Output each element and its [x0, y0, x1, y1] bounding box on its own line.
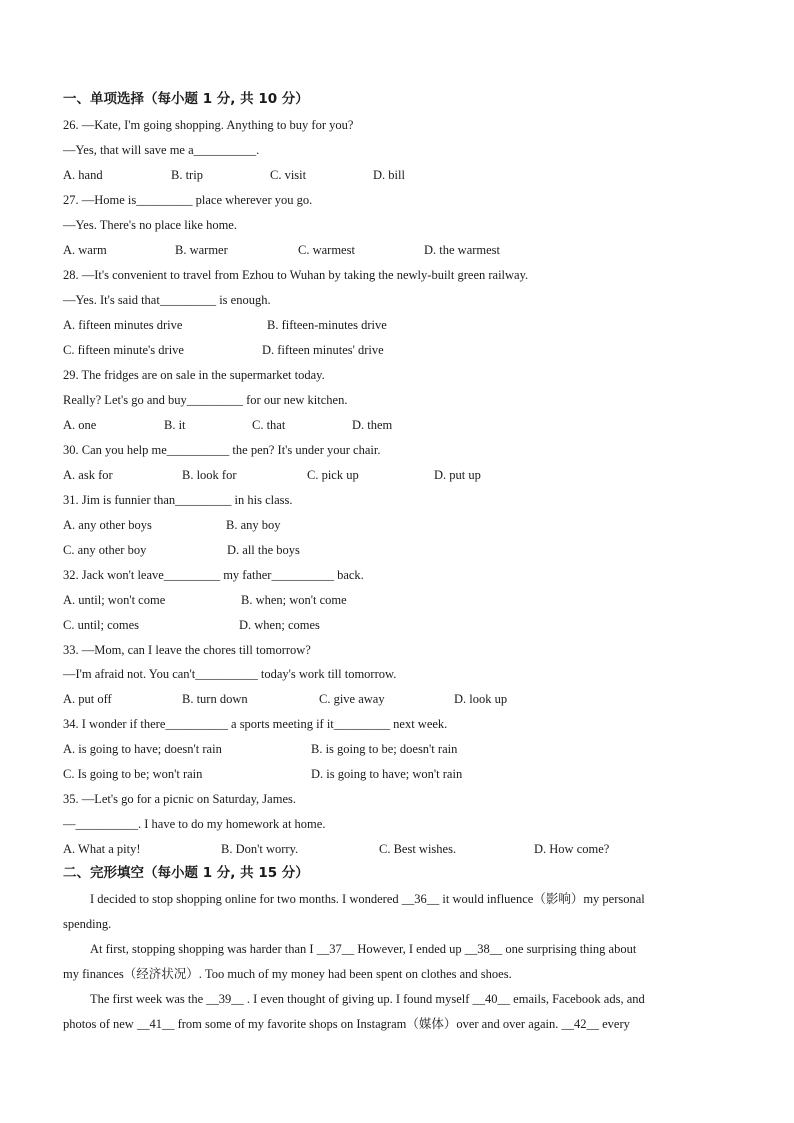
- cloze-line: The first week was the __39__ . I even thought of giving up. I found myself __40__ emails, Facebook ads, and: [90, 992, 645, 1006]
- cloze-line: my finances（经济状况）. Too much of my money had been spent on clothes and shoes.: [63, 967, 512, 981]
- question-27-reply: —Yes. There's no place like home.: [63, 218, 237, 232]
- question-31-stem: 31. Jim is funnier than_________ in his class.: [63, 493, 293, 507]
- option-d: D. put up: [434, 468, 481, 482]
- cloze-line: spending.: [63, 917, 112, 931]
- section-heading-cloze: 二、完形填空（每小题 1 分, 共 15 分）: [63, 865, 309, 881]
- option-d: D. How come?: [534, 842, 610, 856]
- option-d: D. all the boys: [227, 543, 300, 557]
- option-b: B. it: [164, 418, 186, 432]
- question-28-stem: 28. —It's convenient to travel from Ezhou to Wuhan by taking the newly-built green railway.: [63, 268, 529, 282]
- option-a: A. What a pity!: [63, 842, 141, 856]
- option-d: D. when; comes: [239, 618, 320, 632]
- option-d: D. is going to have; won't rain: [311, 767, 463, 781]
- cloze-line: I decided to stop shopping online for two months. I wondered __36__ it would influence（影响）my personal: [90, 892, 645, 906]
- option-a: A. any other boys: [63, 518, 152, 532]
- question-28-reply: —Yes. It's said that_________ is enough.: [63, 293, 271, 307]
- option-b: B. when; won't come: [241, 593, 347, 607]
- question-26-reply: —Yes, that will save me a__________.: [63, 143, 260, 157]
- option-c: C. Is going to be; won't rain: [63, 767, 203, 781]
- option-b: B. is going to be; doesn't rain: [311, 742, 458, 756]
- option-a: A. one: [63, 418, 97, 432]
- option-a: A. put off: [63, 692, 112, 706]
- question-27-stem: 27. —Home is_________ place wherever you go.: [63, 193, 313, 207]
- option-c: C. warmest: [298, 243, 355, 257]
- option-b: B. look for: [182, 468, 237, 482]
- option-c: C. visit: [270, 168, 307, 182]
- option-c: C. Best wishes.: [379, 842, 457, 856]
- cloze-line: photos of new __41__ from some of my favorite shops on Instagram（媒体）over and over again. __42__ every: [63, 1017, 630, 1031]
- option-c: C. give away: [319, 692, 385, 706]
- option-d: D. bill: [373, 168, 405, 182]
- option-c: C. any other boy: [63, 543, 147, 557]
- option-b: B. fifteen-minutes drive: [267, 318, 387, 332]
- question-32-stem: 32. Jack won't leave_________ my father__________ back.: [63, 568, 364, 582]
- option-a: A. is going to have; doesn't rain: [63, 742, 222, 756]
- question-33-stem: 33. —Mom, can I leave the chores till tomorrow?: [63, 643, 311, 657]
- option-a: A. ask for: [63, 468, 113, 482]
- option-d: D. look up: [454, 692, 508, 706]
- question-35-reply: —__________. I have to do my homework at home.: [63, 817, 326, 831]
- option-d: D. fifteen minutes' drive: [262, 343, 384, 357]
- option-b: B. turn down: [182, 692, 248, 706]
- option-b: B. trip: [171, 168, 203, 182]
- option-c: C. pick up: [307, 468, 359, 482]
- option-a: A. warm: [63, 243, 107, 257]
- option-a: A. until; won't come: [63, 593, 166, 607]
- question-33-reply: —I'm afraid not. You can't__________ today's work till tomorrow.: [63, 667, 397, 681]
- question-29-stem: 29. The fridges are on sale in the supermarket today.: [63, 368, 325, 382]
- option-b: B. Don't worry.: [221, 842, 299, 856]
- question-30-stem: 30. Can you help me__________ the pen? It's under your chair.: [63, 443, 381, 457]
- option-b: B. any boy: [226, 518, 281, 532]
- option-d: D. the warmest: [424, 243, 501, 257]
- option-a: A. fifteen minutes drive: [63, 318, 183, 332]
- option-d: D. them: [352, 418, 393, 432]
- section-heading-single-choice: 一、单项选择（每小题 1 分, 共 10 分）: [63, 91, 309, 107]
- option-a: A. hand: [63, 168, 103, 182]
- question-26-stem: 26. —Kate, I'm going shopping. Anything to buy for you?: [63, 118, 354, 132]
- question-34-stem: 34. I wonder if there__________ a sports meeting if it_________ next week.: [63, 717, 448, 731]
- option-c: C. that: [252, 418, 286, 432]
- question-35-stem: 35. —Let's go for a picnic on Saturday, James.: [63, 792, 296, 806]
- question-29-reply: Really? Let's go and buy_________ for our new kitchen.: [63, 393, 348, 407]
- option-c: C. fifteen minute's drive: [63, 343, 184, 357]
- option-c: C. until; comes: [63, 618, 140, 632]
- option-b: B. warmer: [175, 243, 228, 257]
- cloze-line: At first, stopping shopping was harder than I __37__ However, I ended up __38__ one surprising thing about: [90, 942, 637, 956]
